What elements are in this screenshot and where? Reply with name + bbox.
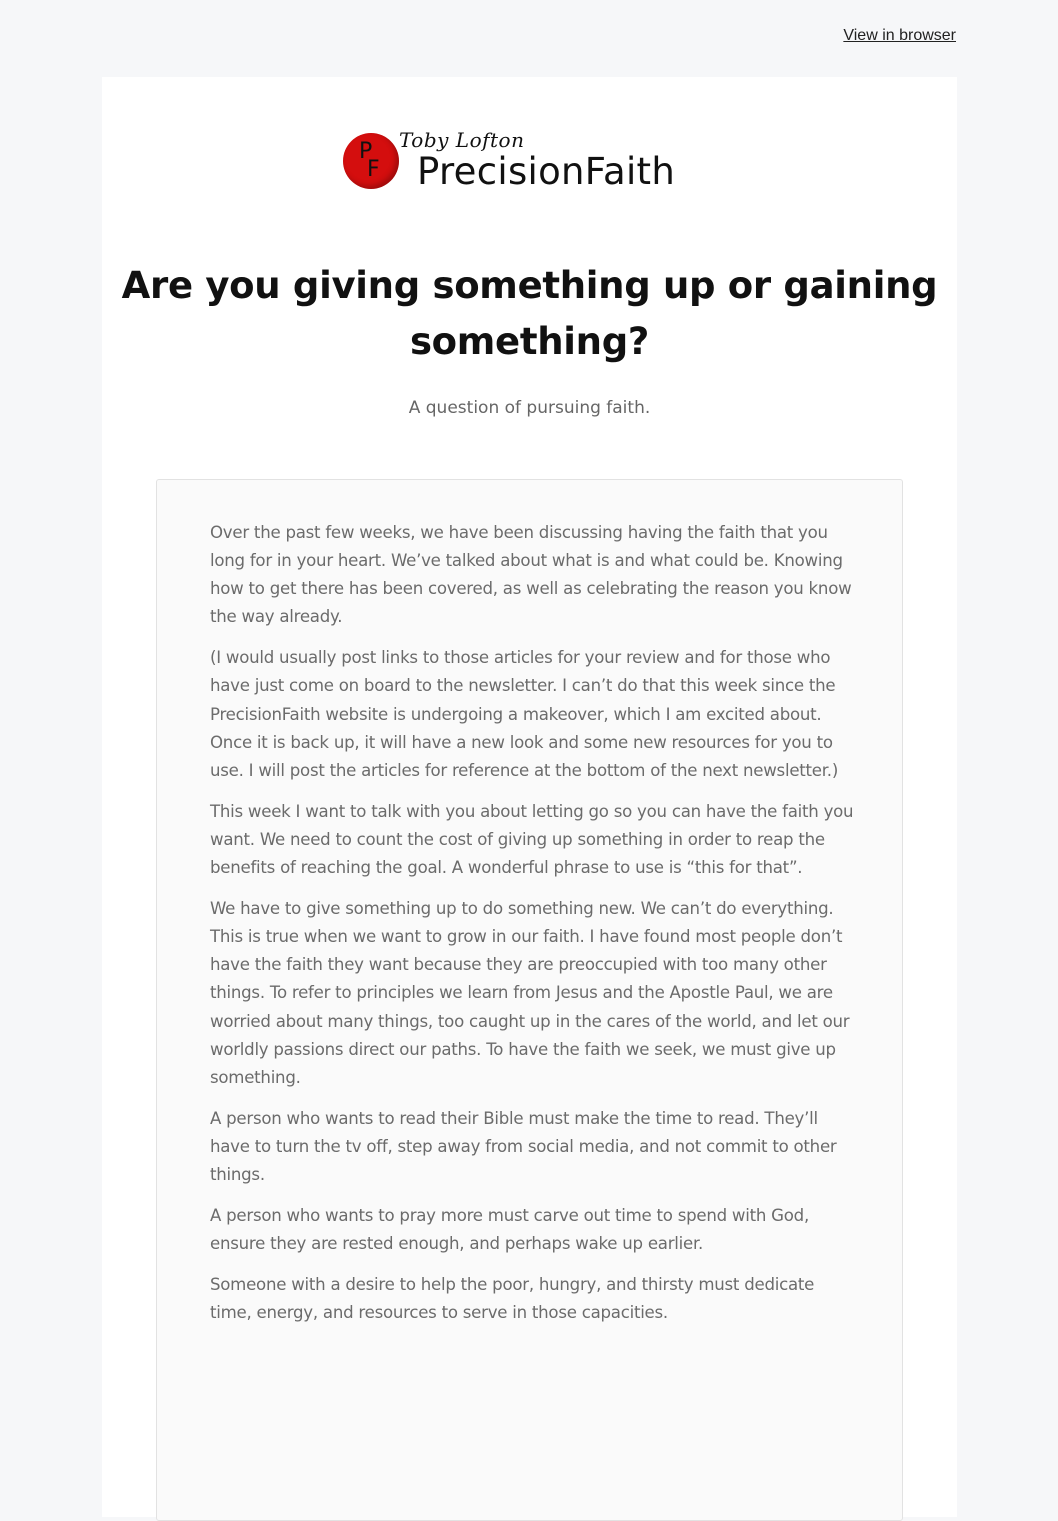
precisionfaith-logo <box>341 128 701 194</box>
logo-brand-name: PrecisionFaith <box>417 150 676 193</box>
article-paragraph: This week I want to talk with you about letting go so you can have the faith you want. We need to count the cost of giving up something in order to reap the benefits of reaching the goal. A wonderful phrase to use is “this for that”. <box>210 801 854 878</box>
article-paragraph: (I would usually post links to those articles for your review and for those who have just come on board to the newsletter. I can’t do that this week since the PrecisionFaith website is undergoing a makeover, which I am excited about. Once it is back up, it will have a new look and some new resources for you to use. I will post the articles for reference at the bottom of the next newsletter.) <box>210 648 839 780</box>
article-paragraph: Over the past few weeks, we have been discussing having the faith that you long for in your heart. We’ve talked about what is and what could be. Knowing how to get there has been covered, as well as celebrating the reason you know the way already. <box>210 523 852 627</box>
logo-badge-icon <box>343 133 399 189</box>
logo-initial-f: F <box>367 157 380 182</box>
view-in-browser-link[interactable]: View in browser <box>843 27 956 44</box>
article-subtitle: A question of pursuing faith. <box>408 398 651 418</box>
article-title: Are you giving something up or gaining something? <box>121 264 938 363</box>
logo-initial-p: P <box>359 139 373 164</box>
article-body <box>210 519 855 1340</box>
article-paragraph: A person who wants to pray more must carve out time to spend with God, ensure they are rested enough, and perhaps wake up earlier. <box>210 1206 809 1254</box>
article-paragraph: We have to give something up to do something new. We can’t do everything. This is true when we want to grow in our faith. I have found most people don’t have the faith they want because they are preoccupied with too many other things. To refer to principles we learn from Jesus and the Apostle Paul, we are worried about many things, too caught up in the cares of the world, and let our worldly passions direct our paths. To have the faith we seek, we must give up something. <box>210 899 850 1087</box>
article-paragraph: A person who wants to read their Bible must make the time to read. They’ll have to turn the tv off, step away from social media, and not commit to other things. <box>210 1108 837 1184</box>
article-paragraph: Someone with a desire to help the poor, hungry, and thirsty must dedicate time, energy, and resources to serve in those capacities. <box>210 1275 815 1323</box>
logo-author-script: Toby Lofton <box>399 128 525 152</box>
